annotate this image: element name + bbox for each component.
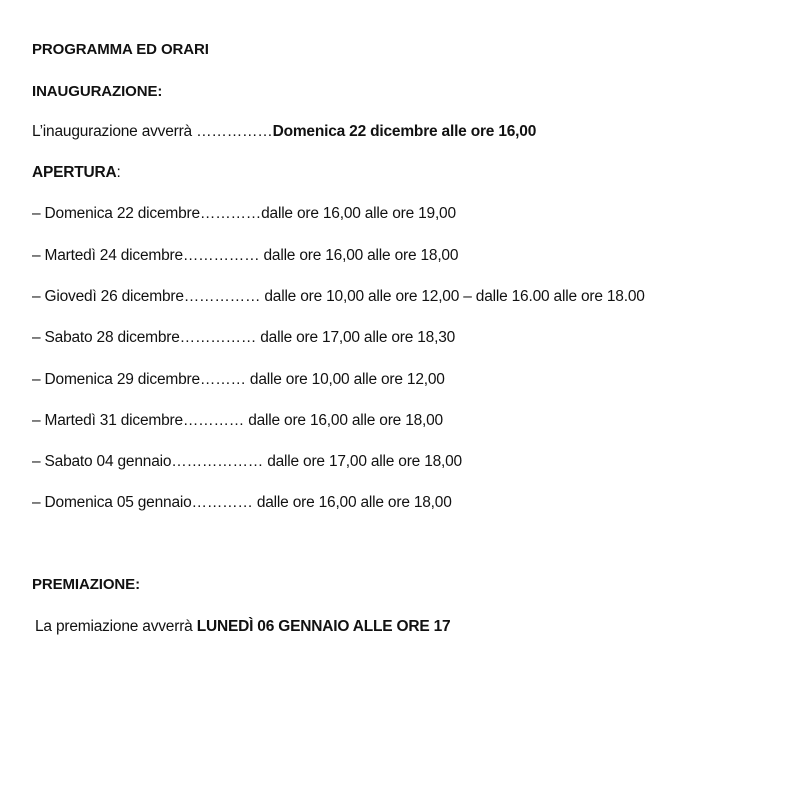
award-heading: PREMIAZIONE: — [32, 576, 140, 593]
schedule-hours: dalle ore 16,00 alle ore 18,00 — [256, 494, 452, 511]
schedule-item — [32, 328, 455, 348]
opening-heading-line — [32, 163, 121, 183]
schedule-day: – Sabato 04 gennaio……………… — [32, 453, 268, 470]
award-date: LUNEDÌ 06 GENNAIO ALLE ORE 17 — [196, 618, 451, 635]
schedule-day: – Martedì 24 dicembre…………… — [32, 247, 264, 264]
schedule-hours: dalle ore 16,00 alle ore 18,00 — [248, 412, 443, 429]
inauguration-line — [32, 122, 536, 142]
inauguration-heading: INAUGURAZIONE: — [32, 83, 163, 100]
inauguration-date: Domenica 22 dicembre alle ore 16,00 — [272, 123, 537, 140]
opening-heading: APERTURA — [32, 164, 117, 181]
schedule-item — [32, 452, 462, 472]
schedule-day: – Sabato 28 dicembre…………… — [32, 329, 261, 346]
schedule-day: – Domenica 29 dicembre……… — [32, 371, 250, 388]
schedule-hours: dalle ore 16,00 alle ore 19,00 — [261, 205, 456, 222]
inauguration-prefix: L’inaugurazione avverrà …………… — [32, 123, 273, 140]
schedule-day: – Domenica 22 dicembre………… — [32, 205, 262, 222]
schedule-hours: dalle ore 10,00 alle ore 12,00 – dalle 16.00 alle ore 18.00 — [264, 288, 645, 305]
schedule-hours: dalle ore 16,00 alle ore 18,00 — [263, 247, 459, 264]
schedule-hours: dalle ore 17,00 alle ore 18,00 — [267, 453, 462, 470]
schedule-item — [32, 493, 452, 513]
schedule-hours: dalle ore 17,00 alle ore 18,30 — [260, 329, 456, 346]
schedule-day: – Martedì 31 dicembre………… — [32, 412, 249, 429]
schedule-item — [32, 411, 443, 431]
opening-heading-colon: : — [116, 164, 121, 181]
schedule-item — [32, 246, 458, 266]
award-prefix: La premiazione avverrà — [35, 618, 197, 635]
schedule-hours: dalle ore 10,00 alle ore 12,00 — [249, 371, 445, 388]
schedule-day: – Domenica 05 gennaio………… — [32, 494, 257, 511]
schedule-item — [32, 204, 456, 224]
schedule-item — [32, 370, 445, 390]
schedule-day: – Giovedì 26 dicembre…………… — [32, 288, 265, 305]
schedule-item — [32, 287, 645, 307]
award-line — [35, 617, 450, 637]
page-title: PROGRAMMA ED ORARI — [32, 41, 209, 58]
